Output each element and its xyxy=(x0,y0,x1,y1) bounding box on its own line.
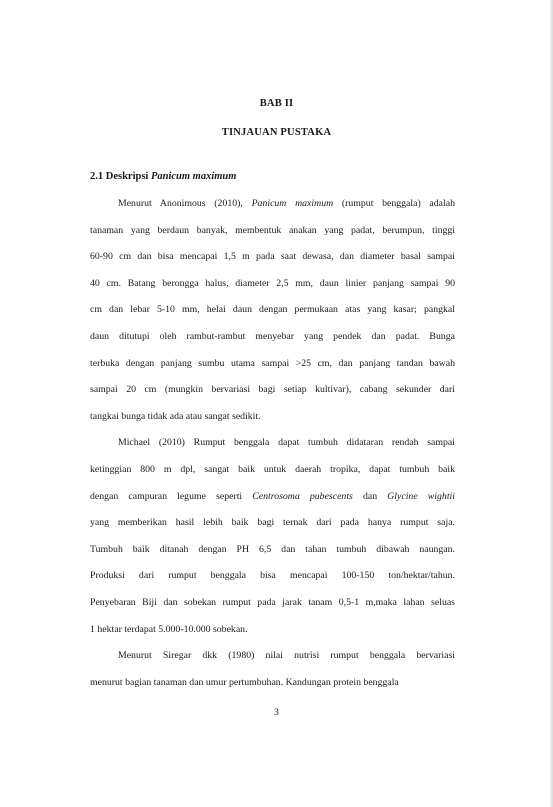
chapter-title: TINJAUAN PUSTAKA xyxy=(221,127,332,138)
section-species: Panicum maximum xyxy=(150,171,237,182)
text-run: terbuka dengan panjang sumbu utama sampai >25 cm, dan panjang tandan bawah xyxy=(90,357,455,369)
text-line xyxy=(90,537,455,564)
text-run: 60-90 cm dan bisa mencapai 1,5 m pada saat dewasa, dan diameter basal sampai xyxy=(90,251,455,263)
text-run: 1 hektar terdapat 5.000-10.000 sobekan. xyxy=(90,623,248,635)
chapter-heading: BAB II xyxy=(259,98,294,109)
text-line xyxy=(90,670,455,697)
text-run: cm dan lebar 5-10 mm, helai daun dengan permukaan atas yang kasar; pangkal xyxy=(90,304,455,316)
text-run: tanaman yang berdaun banyak, membentuk anakan yang padat, berumpun, tinggi xyxy=(90,224,455,236)
text-run: daun ditutupi oleh rambut-rambut menyebar yang pendek dan padat. Bunga xyxy=(90,330,455,342)
text-line xyxy=(90,377,455,404)
text-run: Produksi dari rumput benggala bisa mencapai 100-150 ton/hektar/tahun. xyxy=(90,570,455,582)
text-line xyxy=(90,430,455,457)
text-line xyxy=(90,590,455,617)
body-text xyxy=(90,191,455,696)
text-line xyxy=(90,191,455,218)
text-run: Tumbuh baik ditanah dengan PH 6,5 dan tahan tumbuh dibawah naungan. xyxy=(90,543,455,555)
text-run: ketinggian 800 m dpl, sangat baik untuk daerah tropika, dapat tumbuh baik xyxy=(90,463,455,475)
text-line xyxy=(90,218,455,245)
paragraph xyxy=(90,191,455,430)
text-line xyxy=(90,404,455,431)
text-run: yang memberikan hasil lebih baik bagi ternak dari pada hanya rumput saja. xyxy=(90,517,455,529)
italic-term: Panicum maximum xyxy=(251,198,334,209)
text-run: 40 cm. Batang berongga halus, diameter 2,5 mm, daun linier panjang sampai 90 xyxy=(90,277,455,289)
text-line xyxy=(90,324,455,351)
section-number: 2.1 xyxy=(90,171,104,182)
page-number: 3 xyxy=(274,707,279,718)
text-run: menurut bagian tanaman dan umur pertumbuhan. Kandungan protein benggala xyxy=(90,676,399,688)
text-line xyxy=(90,617,455,644)
text-run: (rumput benggala) adalah xyxy=(333,198,455,209)
text-line xyxy=(90,484,455,511)
text-run: dan xyxy=(352,490,388,502)
text-run: dengan campuran legume seperti xyxy=(90,490,253,502)
text-run: Menurut Anonimous (2010), xyxy=(118,198,252,209)
paragraph xyxy=(90,643,455,696)
section-label: Deskripsi xyxy=(105,171,149,182)
text-line xyxy=(90,297,455,324)
text-run: Michael (2010) Rumput benggala dapat tumbuh didataran rendah sampai xyxy=(118,437,455,449)
text-line xyxy=(90,563,455,590)
text-line xyxy=(90,244,455,271)
text-line xyxy=(90,643,455,670)
paragraph xyxy=(90,430,455,643)
italic-term: Centrosoma pubescents xyxy=(252,490,353,502)
text-line xyxy=(90,457,455,484)
text-run: sampai 20 cm (mungkin bervariasi bagi setiap kultivar), cabang sekunder dari xyxy=(90,384,455,396)
text-line xyxy=(90,510,455,537)
section-heading xyxy=(90,171,236,182)
text-line xyxy=(90,271,455,298)
text-line xyxy=(90,351,455,378)
text-run: Menurut Siregar dkk (1980) nilai nutrisi rumput benggala bervariasi xyxy=(118,650,455,662)
text-run: tangkai bunga tidak ada atau sangat sedikit. xyxy=(90,410,261,422)
italic-term: Glycine wightii xyxy=(387,490,455,502)
text-run: Penyebaran Biji dan sobekan rumput pada jarak tanam 0,5-1 m,maka lahan seluas xyxy=(90,596,455,608)
